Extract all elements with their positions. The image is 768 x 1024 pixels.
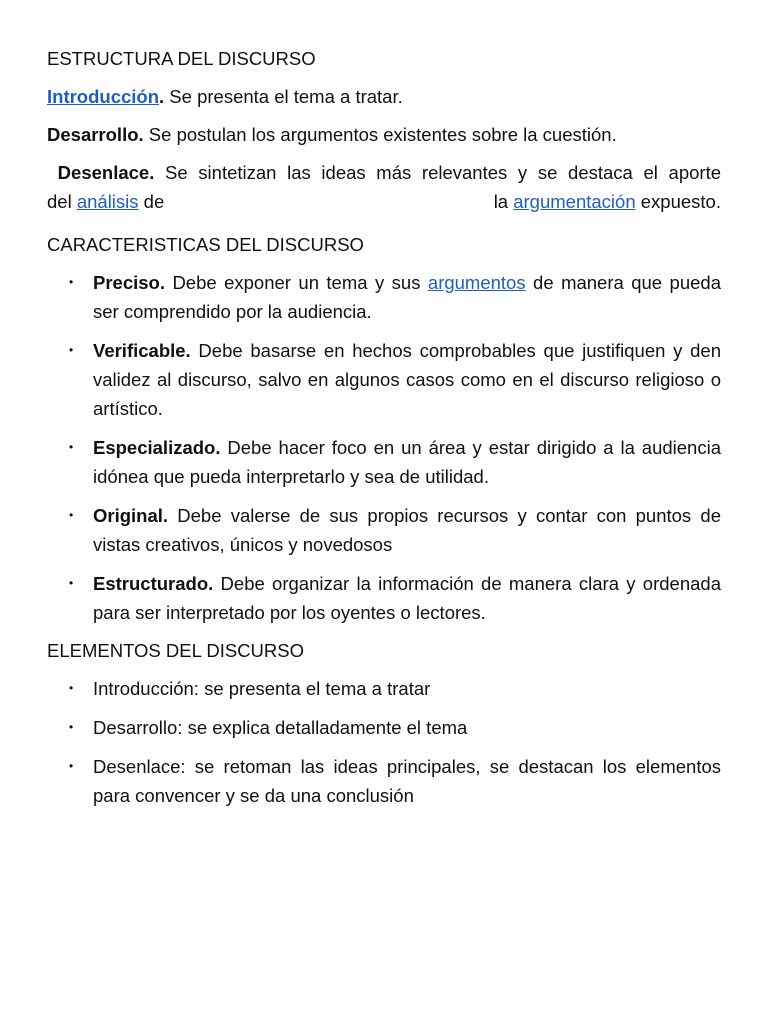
- desenlace-text: Se sintetizan las ideas más relevantes y se destaca el aporte: [154, 162, 722, 183]
- desenlace-line2: [47, 187, 721, 216]
- argumentacion-link[interactable]: argumentación: [513, 191, 636, 212]
- characteristic-term: Original.: [93, 505, 169, 526]
- characteristic-text: Debe basarse en hechos comprobables que justifiquen y den validez al discurso, salvo en algunos casos como en el discurso religioso o artístico.: [93, 340, 721, 419]
- bullet-icon: •: [69, 440, 74, 454]
- element-text: Desarrollo: se explica detalladamente el tema: [93, 717, 468, 738]
- characteristic-term: Especializado.: [93, 437, 221, 458]
- characteristic-term: Estructurado.: [93, 573, 214, 594]
- desenlace-term: Desenlace.: [57, 162, 155, 183]
- bullet-icon: •: [69, 343, 74, 357]
- list-item: [47, 569, 721, 627]
- desenlace-line1: [47, 158, 721, 187]
- bullet-icon: •: [69, 681, 74, 695]
- desarrollo-text: Se postulan los argumentos existentes sobre la cuestión.: [143, 124, 617, 145]
- elements-heading: ELEMENTOS DEL DISCURSO: [47, 640, 305, 661]
- characteristic-text: Debe exponer un tema y sus: [165, 272, 428, 293]
- desenlace-paragraph: [47, 158, 721, 216]
- list-item: [47, 501, 721, 559]
- characteristic-text: Debe organizar la información de manera clara y ordenada para ser interpretado por los oyentes o lectores.: [93, 573, 721, 623]
- list-item: [47, 713, 721, 742]
- list-item: [47, 268, 721, 326]
- intro-term-punct: .: [159, 86, 165, 107]
- bullet-icon: •: [69, 275, 74, 289]
- list-item: [47, 433, 721, 491]
- desenlace-line2-left: [47, 187, 164, 216]
- desenlace-line2-right: [494, 187, 721, 216]
- element-text: Desenlace: se retoman las ideas principales, se destacan los elementos para convencer y se da una conclusión: [93, 756, 721, 806]
- intro-link[interactable]: Introducción: [47, 86, 160, 107]
- desenlace-mid: de: [138, 191, 165, 212]
- list-item: [47, 674, 721, 703]
- list-item: [47, 336, 721, 423]
- characteristics-heading: CARACTERISTICAS DEL DISCURSO: [47, 234, 364, 255]
- desarrollo-paragraph: [47, 120, 721, 149]
- characteristic-text: de manera que pueda ser comprendido por la audiencia.: [93, 272, 721, 322]
- analisis-link[interactable]: análisis: [76, 191, 139, 212]
- bullet-icon: •: [69, 576, 74, 590]
- structure-heading: ESTRUCTURA DEL DISCURSO: [47, 48, 316, 69]
- elements-list: [47, 674, 721, 810]
- characteristic-text: Debe valerse de sus propios recursos y contar con puntos de vistas creativos, únicos y novedosos: [93, 505, 721, 555]
- desenlace-la: la: [493, 191, 514, 212]
- desenlace-prefix: del: [47, 191, 77, 212]
- bullet-icon: •: [69, 759, 74, 773]
- argumentos-link[interactable]: argumentos: [427, 272, 526, 293]
- characteristics-list: [47, 268, 721, 627]
- desarrollo-term: Desarrollo.: [47, 124, 144, 145]
- characteristic-text: Debe hacer foco en un área y estar dirigido a la audiencia idónea que pueda interpretarlo y sea de utilidad.: [93, 437, 721, 487]
- bullet-icon: •: [69, 720, 74, 734]
- characteristic-term: Verificable.: [93, 340, 191, 361]
- intro-paragraph: [47, 82, 721, 111]
- intro-text: Se presenta el tema a tratar.: [164, 86, 403, 107]
- characteristic-term: Preciso.: [93, 272, 165, 293]
- bullet-icon: •: [69, 508, 74, 522]
- element-text: Introducción: se presenta el tema a tratar: [93, 678, 431, 699]
- desenlace-end: expuesto.: [635, 191, 721, 212]
- intro-term: [47, 86, 164, 107]
- list-item: [47, 752, 721, 810]
